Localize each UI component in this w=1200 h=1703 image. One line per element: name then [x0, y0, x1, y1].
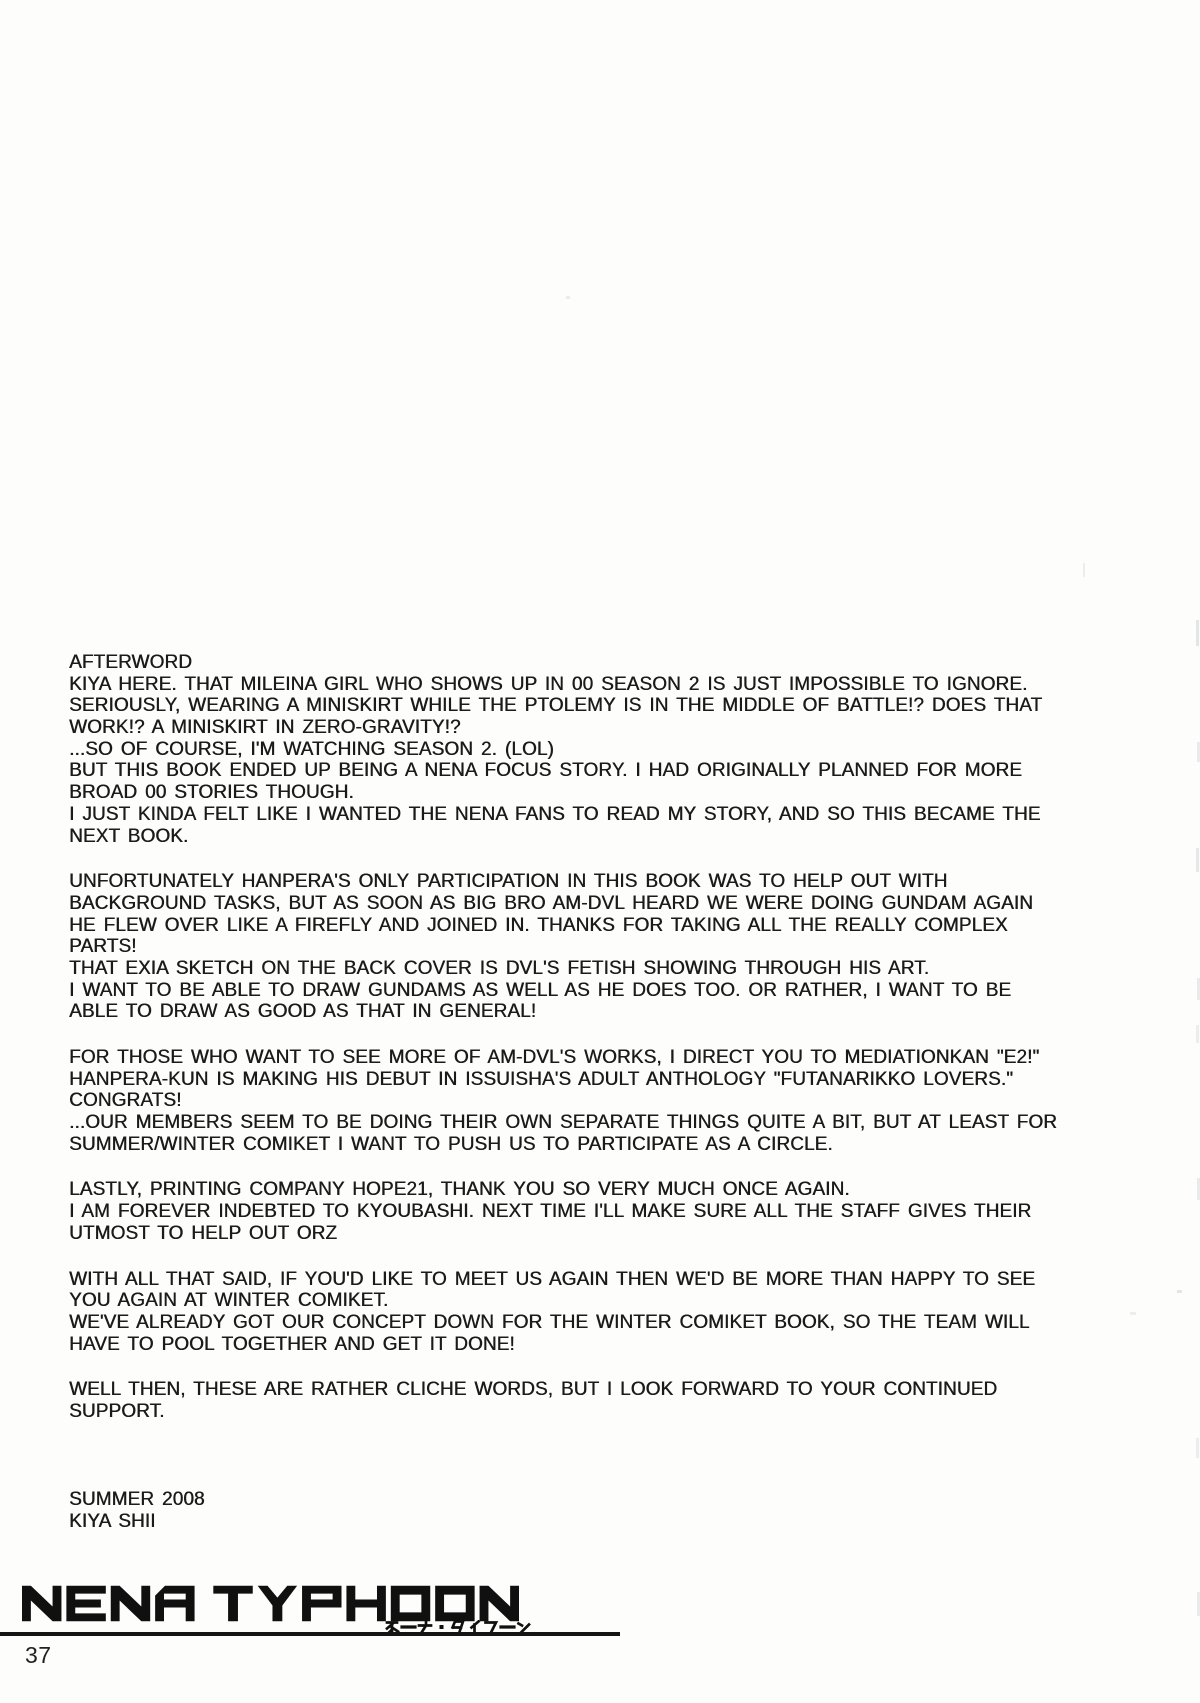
paragraph — [69, 1179, 1057, 1244]
text-line: HANPERA-KUN IS MAKING HIS DEBUT IN ISSUISHA'S ADULT ANTHOLOGY "FUTANARIKKO LOVERS." — [69, 1068, 1013, 1090]
paragraph — [69, 871, 1057, 1023]
text-line: LASTLY, PRINTING COMPANY HOPE21, THANK YOU SO VERY MUCH ONCE AGAIN. — [69, 1179, 850, 1201]
text-line: HAVE TO POOL TOGETHER AND GET IT DONE! — [69, 1333, 515, 1355]
text-line: PARTS! — [69, 936, 137, 958]
text-line: CONGRATS! — [69, 1090, 182, 1112]
signature-block — [69, 1489, 205, 1532]
paragraph — [69, 652, 1057, 847]
text-line: ABLE TO DRAW AS GOOD AS THAT IN GENERAL! — [69, 1001, 537, 1023]
text-line: SUMMER/WINTER COMIKET I WANT TO PUSH US TO PARTICIPATE AS A CIRCLE. — [69, 1133, 833, 1155]
scan-artifact — [1083, 563, 1085, 577]
page-number: 37 — [25, 1642, 52, 1668]
scan-artifact — [1196, 620, 1199, 646]
text-line: WITH ALL THAT SAID, IF YOU'D LIKE TO MEET US AGAIN THEN WE'D BE MORE THAN HAPPY TO SEE — [69, 1268, 1036, 1290]
scan-artifact — [1177, 1290, 1182, 1293]
logo-subtitle-text — [0, 0, 1, 1]
text-line: SERIOUSLY, WEARING A MINISKIRT WHILE THE PTOLEMY IS IN THE MIDDLE OF BATTLE!? DOES THAT — [69, 695, 1043, 717]
logo-title-text — [0, 0, 1, 1]
paragraph — [69, 1379, 1057, 1422]
afterword-text — [69, 652, 1057, 1423]
text-line: ...SO OF COURSE, I'M WATCHING SEASON 2. (LOL) — [69, 738, 554, 760]
text-line: FOR THOSE WHO WANT TO SEE MORE OF AM-DVL'S WORKS, I DIRECT YOU TO MEDIATIONKAN "E2!" — [69, 1047, 1040, 1068]
scan-artifact — [1130, 1312, 1136, 1315]
text-line: KIYA HERE. THAT MILEINA GIRL WHO SHOWS UP IN 00 SEASON 2 IS JUST IMPOSSIBLE TO IGNORE. — [69, 673, 1028, 695]
text-line: WORK!? A MINISKIRT IN ZERO-GRAVITY!? — [69, 717, 461, 739]
signature-date: SUMMER 2008 — [69, 1489, 205, 1510]
text-line: I WANT TO BE ABLE TO DRAW GUNDAMS AS WELL AS HE DOES TOO. OR RATHER, I WANT TO BE — [69, 979, 1012, 1001]
text-line: SUPPORT. — [69, 1400, 165, 1422]
text-line: BROAD 00 STORIES THOUGH. — [69, 782, 354, 804]
scan-artifact — [1196, 1025, 1199, 1043]
text-line: UTMOST TO HELP OUT ORZ — [69, 1222, 338, 1244]
text-line: BACKGROUND TASKS, BUT AS SOON AS BIG BRO AM-DVL HEARD WE WERE DOING GUNDAM AGAIN — [69, 892, 1033, 914]
scan-artifact — [1196, 1438, 1199, 1458]
text-line: I AM FOREVER INDEBTED TO KYOUBASHI. NEXT TIME I'LL MAKE SURE ALL THE STAFF GIVES THEIR — [69, 1201, 1032, 1223]
footer-rule — [0, 1632, 620, 1636]
text-line: AFTERWORD — [69, 652, 192, 673]
paragraph — [69, 1047, 1057, 1155]
text-line: UNFORTUNATELY HANPERA'S ONLY PARTICIPATION IN THIS BOOK WAS TO HELP OUT WITH — [69, 871, 948, 893]
logo-wordmark — [22, 1585, 519, 1622]
text-line: NEXT BOOK. — [69, 825, 189, 847]
scan-artifact — [1196, 848, 1199, 872]
scan-artifact — [566, 296, 570, 299]
paragraph — [69, 1269, 1057, 1356]
text-line: BUT THIS BOOK ENDED UP BEING A NENA FOCUS STORY. I HAD ORIGINALLY PLANNED FOR MORE — [69, 760, 1023, 782]
text-line: ...OUR MEMBERS SEEM TO BE DOING THEIR OWN SEPARATE THINGS QUITE A BIT, BUT AT LEAST FOR — [69, 1112, 1057, 1134]
text-line: YOU AGAIN AT WINTER COMIKET. — [69, 1290, 389, 1312]
text-line: THAT EXIA SKETCH ON THE BACK COVER IS DVL'S FETISH SHOWING THROUGH HIS ART. — [69, 957, 930, 979]
text-line: WELL THEN, THESE ARE RATHER CLICHE WORDS, BUT I LOOK FORWARD TO YOUR CONTINUED — [69, 1379, 998, 1401]
text-line: WE'VE ALREADY GOT OUR CONCEPT DOWN FOR THE WINTER COMIKET BOOK, SO THE TEAM WILL — [69, 1311, 1030, 1333]
text-line: HE FLEW OVER LIKE A FIREFLY AND JOINED IN. THANKS FOR TAKING ALL THE REALLY COMPLEX — [69, 914, 1008, 936]
text-line: I JUST KINDA FELT LIKE I WANTED THE NENA FANS TO READ MY STORY, AND SO THIS BECAME THE — [69, 803, 1041, 825]
signature-author: KIYA SHII — [69, 1510, 156, 1532]
